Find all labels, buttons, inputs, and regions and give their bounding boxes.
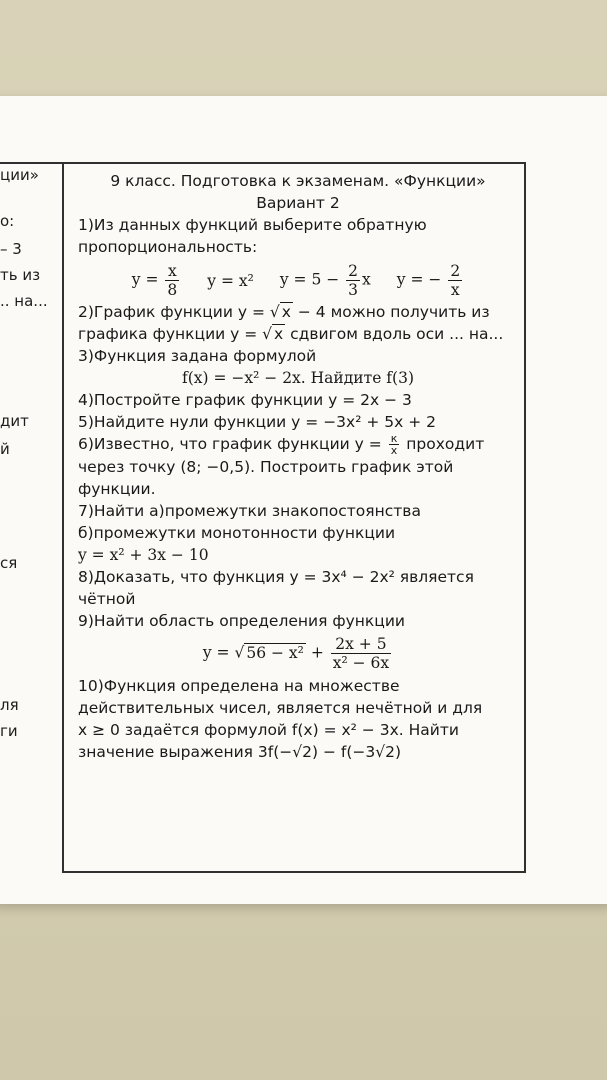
task-4: 4)Постройте график функции y = 2x − 3 [78, 391, 412, 409]
table-border-right [524, 162, 526, 872]
table-border-left [62, 162, 64, 872]
left-fragment-text: ги [0, 722, 18, 740]
task-3-formula: f(x) = −x² − 2x. Найдите f(3) [182, 369, 414, 387]
table-border-top [0, 162, 526, 164]
task-10: 10)Функция определена на множестве действительных чисел, является нечётной и для x ≥ 0 задаётся формулой f(x) = x² − 3x. Найти значение выражения 3f(−√2) − f(−3√2) [78, 677, 483, 761]
left-fragment-text: дит [0, 412, 29, 430]
paper-sheet [0, 96, 607, 904]
variant-label: Вариант 2 [256, 194, 340, 212]
left-column-fragment [0, 96, 56, 904]
task-7: 7)Найти а)промежутки знакопостоянства б)промежутки монотонности функции y = x² + 3x − 10 [78, 502, 421, 564]
formula-1: y = $\frac{x}{8}$ [131, 262, 178, 299]
variant-content [78, 170, 518, 763]
page-title: 9 класс. Подготовка к экзаменам. «Функции» [110, 172, 486, 190]
formula-2: y = x² [207, 271, 254, 290]
task-8: 8)Доказать, что функция y = 3x⁴ − 2x² является чётной [78, 568, 474, 608]
left-fragment-text: ля [0, 696, 19, 714]
left-fragment-text: ции» [0, 166, 39, 184]
task-3: 3)Функция задана формулой f(x) = −x² − 2x. Найдите f(3) [78, 345, 518, 389]
task-2: 2)График функции y = √ x − 4 можно получить из графика функции y = √ x сдвигом вдоль оси ... на... [78, 303, 504, 343]
left-fragment-text: ся [0, 554, 18, 572]
left-fragment-text: ть из [0, 266, 41, 284]
left-fragment-text: .. на... [0, 292, 48, 310]
formula-4: y = − $\frac{2}{x}$ [396, 262, 461, 299]
left-fragment-text: – 3 [0, 240, 22, 258]
task-9-formula: y = √ 56 − x² + $\frac{2x + 5}{\text{x² − 6x}}$ [202, 635, 390, 672]
table-border-bottom [62, 871, 526, 873]
task-1-formulas [78, 262, 518, 299]
task-5: 5)Найдите нули функции y = −3x² + 5x + 2 [78, 413, 437, 431]
left-fragment-text: о: [0, 212, 15, 230]
task-1: 1)Из данных функций выберите обратную пропорциональность: y = $\frac{x}{8}$ y = x² y = 5 − $\frac{2}{3}$ x y = − $\frac{2}{x}$ [78, 214, 518, 299]
task-9: 9)Найти область определения функции y = √ 56 − x² + $\frac{2x + 5}{\text{x² − 6x}}$ [78, 610, 518, 672]
formula-3: y = 5 − $\frac{2}{3}$ x [279, 262, 371, 299]
task-6: 6)Известно, что график функции y = $\frac{к}{х}$ проходит через точку (8; −0,5). Построить график этой функции. [78, 432, 485, 498]
left-fragment-text: й [0, 440, 10, 458]
